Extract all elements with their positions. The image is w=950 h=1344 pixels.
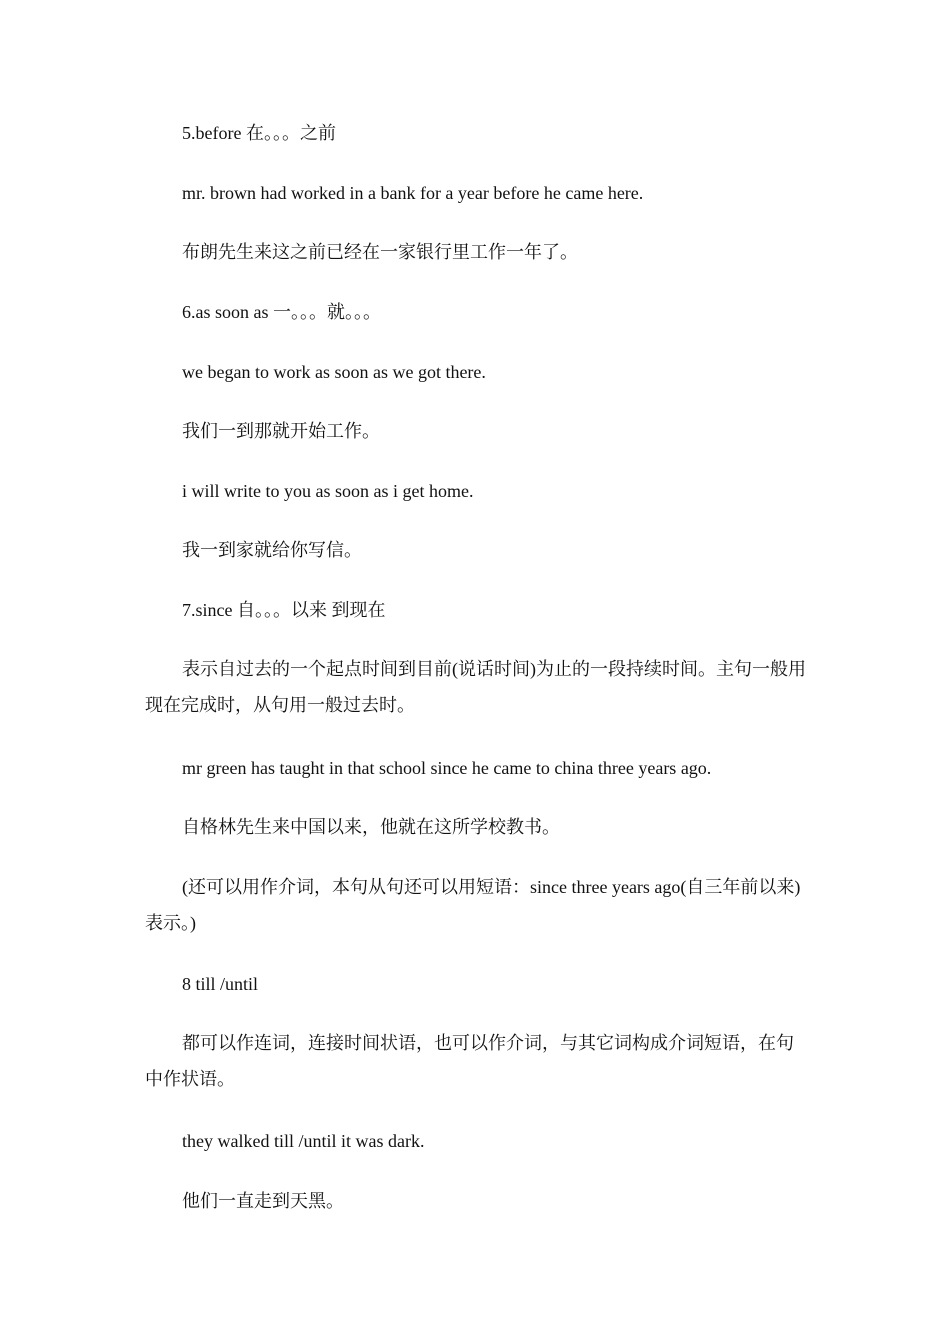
explanation-till-until: 都可以作连词，连接时间状语，也可以作介词，与其它词构成介词短语，在句中作状语。 xyxy=(145,1033,794,1089)
example-sentence-en: we began to work as soon as we got there. xyxy=(182,362,486,382)
example-sentence-en: mr. brown had worked in a bank for a year before he came here. xyxy=(182,183,644,203)
heading-till-until: 8 till /until xyxy=(182,974,259,994)
example-sentence-zh: 我们一到那就开始工作。 xyxy=(182,421,380,441)
explanation-since: 表示自过去的一个起点时间到目前(说话时间)为止的一段持续时间。主句一般用现在完成时，从句用一般过去时。 xyxy=(145,659,806,715)
example-sentence-en: mr green has taught in that school since he came to china three years ago. xyxy=(182,758,712,778)
example-sentence-zh: 自格林先生来中国以来，他就在这所学校教书。 xyxy=(182,817,560,837)
note-since-preposition: (还可以用作介词，本句从句还可以用短语：since three years ago(自三年前以来)表示。) xyxy=(145,877,801,933)
heading-since: 7.since 自。。。以来 到现在 xyxy=(182,600,386,620)
example-sentence-zh: 布朗先生来这之前已经在一家银行里工作一年了。 xyxy=(182,242,578,262)
example-sentence-zh: 他们一直走到天黑。 xyxy=(182,1191,344,1211)
example-sentence-zh: 我一到家就给你写信。 xyxy=(182,540,362,560)
example-sentence-en: i will write to you as soon as i get home. xyxy=(182,481,474,501)
heading-as-soon-as: 6.as soon as 一。。。就。。。 xyxy=(182,302,381,322)
heading-before: 5.before 在。。。之前 xyxy=(182,123,336,143)
example-sentence-en: they walked till /until it was dark. xyxy=(182,1131,425,1151)
